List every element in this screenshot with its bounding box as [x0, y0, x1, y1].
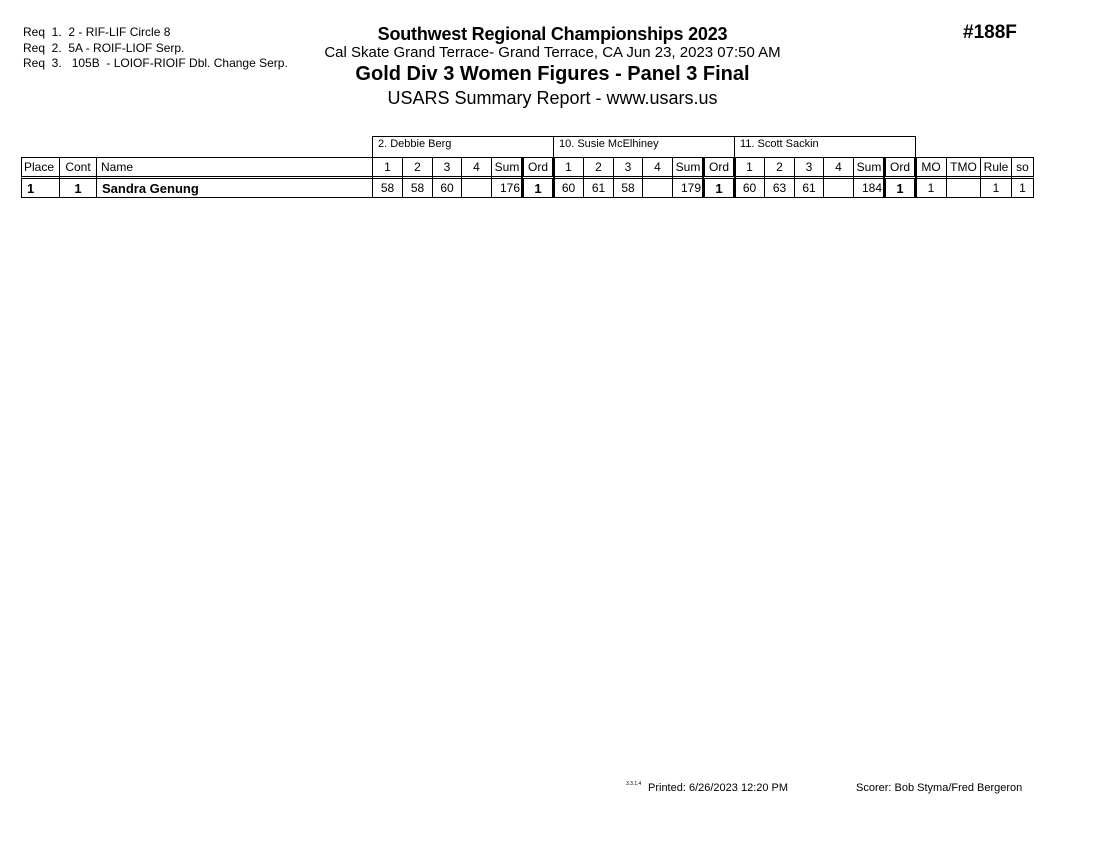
j1-score-3: 60: [432, 178, 462, 198]
col-header-j1-fig4: 4: [461, 157, 492, 179]
j3-ord: 1: [883, 178, 917, 198]
col-header-j1-ord: Ord: [521, 157, 555, 179]
col-header-cont: Cont: [59, 157, 97, 179]
event-number: #188F: [963, 22, 1017, 43]
j3-sum: 184: [853, 178, 885, 198]
row-rule: 1: [980, 178, 1012, 198]
j1-ord: 1: [521, 178, 555, 198]
j1-sum: 176: [491, 178, 523, 198]
row-tmo: [946, 178, 981, 198]
report-header: [280, 24, 825, 110]
judge-header-2: 10. Susie McElhiney: [553, 136, 735, 158]
col-header-j3-fig2: 2: [764, 157, 795, 179]
j3-score-3: 61: [794, 178, 824, 198]
venue-date: Cal Skate Grand Terrace- Grand Terrace, CA Jun 23, 2023 07:50 AM: [324, 44, 781, 61]
col-header-j1-fig1: 1: [372, 157, 403, 179]
col-header-j3-sum: Sum: [853, 157, 885, 179]
event-title: Gold Div 3 Women Figures - Panel 3 Final: [355, 63, 750, 85]
scorer-names: Scorer: Bob Styma/Fred Bergeron: [856, 782, 1023, 794]
col-header-name: Name: [96, 157, 373, 179]
requirements-list: [23, 25, 288, 72]
j2-score-3: 58: [613, 178, 643, 198]
col-header-mo: MO: [915, 157, 947, 179]
row-cont: 1: [59, 178, 97, 198]
row-place: 1: [21, 178, 60, 198]
col-header-j2-fig2: 2: [583, 157, 614, 179]
col-header-j3-ord: Ord: [883, 157, 917, 179]
col-header-j2-fig1: 1: [553, 157, 584, 179]
j3-score-4: [823, 178, 854, 198]
col-header-place: Place: [21, 157, 60, 179]
col-header-j3-fig3: 3: [794, 157, 824, 179]
j2-sum: 179: [672, 178, 704, 198]
j1-score-4: [461, 178, 492, 198]
requirement-2: Req 2. 5A - ROIF-LIOF Serp.: [23, 40, 185, 55]
row-so: 1: [1011, 178, 1034, 198]
printed-timestamp: Printed: 6/26/2023 12:20 PM: [648, 782, 789, 794]
col-header-rule: Rule: [980, 157, 1012, 179]
col-header-so: so: [1011, 157, 1034, 179]
judge-header-1: 2. Debbie Berg: [372, 136, 554, 158]
col-header-j2-ord: Ord: [702, 157, 736, 179]
j3-score-1: 60: [734, 178, 765, 198]
j1-score-2: 58: [402, 178, 433, 198]
j2-score-2: 61: [583, 178, 614, 198]
row-name: Sandra Genung: [96, 178, 373, 198]
col-header-j3-fig4: 4: [823, 157, 854, 179]
col-header-j2-sum: Sum: [672, 157, 704, 179]
row-mo: 1: [915, 178, 947, 198]
col-header-j1-fig2: 2: [402, 157, 433, 179]
report-subtitle: USARS Summary Report - www.usars.us: [387, 88, 718, 108]
j1-score-1: 58: [372, 178, 403, 198]
col-header-j1-fig3: 3: [432, 157, 462, 179]
j3-score-2: 63: [764, 178, 795, 198]
software-version: 3.3.1.4: [626, 781, 642, 787]
j2-score-4: [642, 178, 673, 198]
j2-ord: 1: [702, 178, 736, 198]
col-header-j2-fig4: 4: [642, 157, 673, 179]
col-header-j3-fig1: 1: [734, 157, 765, 179]
requirement-1: Req 1. 2 - RIF-LIF Circle 8: [23, 25, 171, 39]
col-header-j2-fig3: 3: [613, 157, 643, 179]
col-header-tmo: TMO: [946, 157, 981, 179]
competition-title: Southwest Regional Championships 2023: [377, 24, 728, 44]
j2-score-1: 60: [553, 178, 584, 198]
judge-header-3: 11. Scott Sackin: [734, 136, 916, 158]
col-header-j1-sum: Sum: [491, 157, 523, 179]
requirement-3: Req 3. 105B - LOIOF-RIOIF Dbl. Change Serp.: [23, 56, 288, 70]
